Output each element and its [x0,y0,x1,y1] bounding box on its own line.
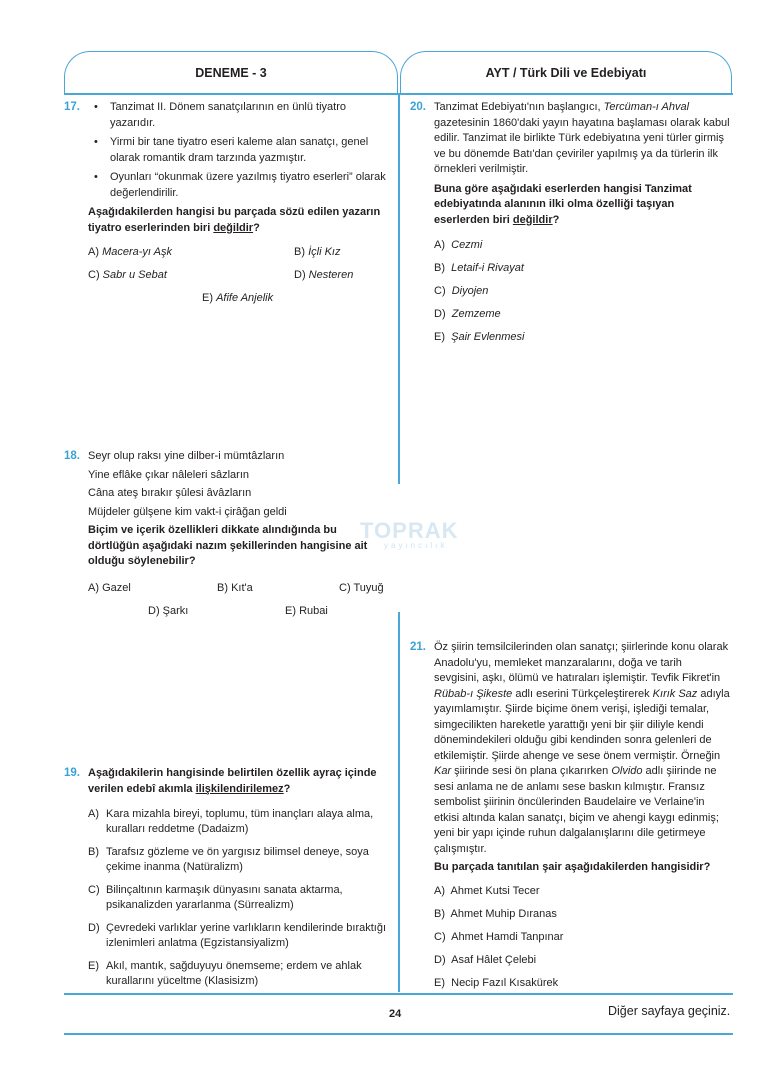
header-left-box [64,51,398,94]
option-a[interactable]: A) Macera-yı Aşk [88,246,172,258]
question-19 [64,766,386,797]
option-d[interactable]: D) Şarkı [148,605,189,617]
option-b[interactable]: B) Letaif-i Rivayat [434,262,524,274]
question-stem: Aşağıdakilerin hangisinde belirtilen özellik ayraç içinde verilen edebî akımla ilişkilendirilemez? [88,767,377,795]
footer-rule-top [64,993,733,995]
poem-line: Müjdeler gülşene kim vakt-i çirâğan geldi [88,505,287,518]
subject-title: AYT / Türk Dili ve Edebiyatı [485,66,647,80]
bullet-item: • Oyunları “okunmak üzere yazılmış tiyatro eserleri” olarak değerlendirilir. [88,170,386,201]
question-number: 21. [410,641,426,653]
poem-line: Yine eflâke çıkar nâleleri sâzların [88,468,250,481]
question-17 [64,100,386,236]
option-d[interactable]: D) Çevredeki varlıklar yerine varlıkların kendilerinde bıraktığı izlenimleri anlatma (Egzistansiyalizm) [88,922,387,949]
header-right-box [400,51,732,94]
option-e[interactable]: E) Necip Fazıl Kısakürek [434,977,559,989]
footer-rule-bottom [64,1033,733,1035]
option-d[interactable]: D) Zemzeme [434,308,501,320]
option-e[interactable]: E) Şair Evlenmesi [434,331,525,343]
exam-title: DENEME - 3 [195,66,267,80]
option-d[interactable]: D) Asaf Hâlet Çelebi [434,954,537,966]
publisher-watermark: TOPRAK [360,518,459,543]
question-stem: Buna göre aşağıdaki eserlerden hangisi Tanzimat edebiyatında alanının ilki olma özelliği taşıyan eserlerden biri değildir? [434,182,692,226]
question-number: 17. [64,101,80,113]
option-b[interactable]: B) Ahmet Muhip Dıranas [434,908,557,920]
option-a[interactable]: A) Cezmi [434,239,483,251]
option-c[interactable]: C) Bilinçaltının karmaşık dünyasını sanata aktarma, psikanalizden yararlanma (Sürrealizm) [88,884,343,911]
question-21 [410,640,730,876]
question-passage: Öz şiirin temsilcilerinden olan sanatçı; şiirlerinde konu olarak Anadolu'yu, memleket manzaralarını, doğa ve tarih sevgisini, aşkı, ölümü ve hatıraları işlemiştir. Tevfik Fikret'in Rübab-ı Şikeste adlı eserini Türkçeleştirerek Kırık Saz adıyla yayımlamıştır. Şiirde biçime önem verişi, işlediği temalar, simgecilikten hareketle yarattığı yeni bir şiir diliyle kendi dönemindekileri olduğu gibi kendinden sonra gelenleri de etkilemiştir. Şiirde ahenge ve sese önem vermiştir. Örneğin Kar şiirinde sesi ön plana çıkarırken Olvido adlı şiirinde ne sesi anlama ne de anlamı sese baskın kılmıştır. Fransız sembolist şiirinin öncülerinden Baudelaire ve Verlaine'in etkisi altında kalan sanatçı, biçim ve ahengi kaygı edinmiş; yeni bir yapı içinde ruhun dalgalanışlarını dile getirmeye çalışmıştır. [434,641,730,855]
question-stem: Bu parçada tanıtılan şair aşağıdakilerden hangisidir? [434,861,711,873]
option-a[interactable]: A) Gazel [88,582,131,594]
option-c[interactable]: C) Ahmet Hamdi Tanpınar [434,931,564,943]
option-e[interactable]: E) Afife Anjelik [202,292,274,304]
option-a[interactable]: A) Kara mizahla bireyi, toplumu, tüm inançları alaya alma, kuralları reddetme (Dadaizm) [88,808,374,835]
option-c[interactable]: C) Sabr u Sebat [88,269,167,281]
option-a[interactable]: A) Ahmet Kutsi Tecer [434,885,540,897]
bullet-list [88,100,386,201]
question-passage: Tanzimat Edebiyatı'nın başlangıcı, Tercüman-ı Ahval gazetesinin 1860'daki yayın hayatına başlaması olarak kabul edilir. Tanzimat ile birlikte Türk edebiyatına yeni türler girmiş ve bu dönemde Batı'dan çeviriler yapılmış ya da türlerin ilk örnekleri verilmiştir. [434,101,730,175]
question-stem: Aşağıdakilerden hangisi bu parçada sözü edilen yazarın tiyatro eserlerinden biri değildir? [88,206,381,234]
column-divider-bottom [398,612,400,992]
question-18 [64,447,386,570]
question-number: 20. [410,101,426,113]
option-b[interactable]: B) Kıt'a [217,582,253,594]
next-page-note: Diğer sayfaya geçiniz. [608,1004,731,1018]
poem-line: Câna ateş bırakır şûlesi âvâzların [88,487,252,499]
option-e[interactable]: E) Rubai [285,605,328,617]
bullet-item: • Yirmi bir tane tiyatro eseri kaleme alan sanatçı, genel olarak romantik dram tarzında yazmıştır. [88,135,386,166]
column-divider-top [398,94,400,484]
option-c[interactable]: C) Diyojen [434,285,489,297]
option-e[interactable]: E) Akıl, mantık, sağduyuyu önemseme; erdem ve ahlak kurallarını yüceltme (Klasisizm) [88,960,362,987]
option-d[interactable]: D) Nesteren [294,269,354,281]
option-b[interactable]: B) İçli Kız [294,246,341,258]
question-number: 18. [64,450,80,462]
poem-line: Seyr olup raksı yine dilber-i mümtâzların [88,450,285,462]
question-number: 19. [64,767,80,779]
option-c[interactable]: C) Tuyuğ [339,582,384,594]
publisher-watermark-sub: yayıncılık [384,541,448,550]
question-stem: Biçim ve içerik özellikleri dikkate alındığında bu dörtlüğün aşağıdaki nazım şekillerinden hangisine ait olduğu söylenebilir? [88,524,368,567]
page-number: 24 [389,1008,402,1020]
bullet-item: • Tanzimat II. Dönem sanatçılarının en ünlü tiyatro yazarıdır. [88,100,386,131]
question-20 [410,100,730,228]
option-b[interactable]: B) Tarafsız gözleme ve ön yargısız bilimsel deneye, soya çekime inanma (Natüralizm) [88,846,369,873]
